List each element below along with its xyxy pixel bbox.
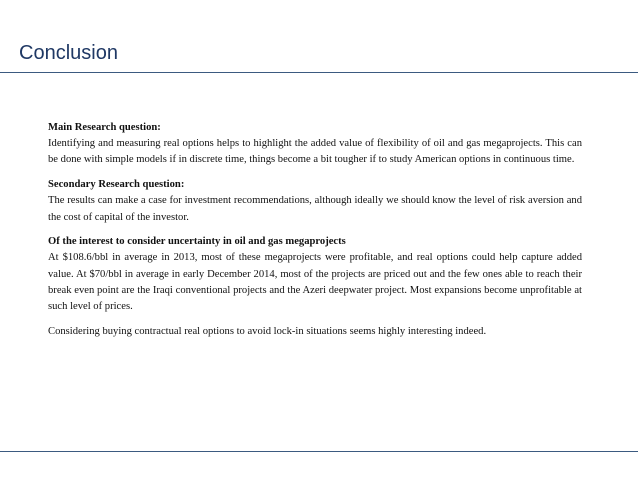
section-heading: Of the interest to consider uncertainty in oil and gas megaprojects: [48, 236, 346, 248]
closing-note: Considering buying contractual real options to avoid lock-in situations seems highly interesting indeed.: [48, 325, 487, 337]
section-body: Identifying and measuring real options helps to highlight the added value of flexibility of oil and gas megaprojects. This can be done with simple models if in discrete time, things become a bit tougher if to study American options in continuous time.: [48, 138, 582, 166]
section-heading: Secondary Research question:: [48, 179, 185, 191]
section-body: At $108.6/bbl in average in 2013, most of these megaprojects were profitable, and real options could help capture added value. At $70/bbl in average in early December 2014, most of the projects are priced out and the few ones able to reach their break even point are the Iraqi conventional projects and the Azeri deepwater project. Most expansions become unprofitable at such level of prices.: [48, 252, 582, 313]
section-body: The results can make a case for investment recommendations, although ideally we should know the level of risk aversion and the cost of capital of the investor.: [48, 195, 582, 223]
secondary-research-question: [48, 177, 582, 226]
main-research-question: [48, 120, 582, 169]
slide-title: Conclusion: [19, 42, 118, 64]
section-heading: Main Research question:: [48, 122, 161, 133]
slide-content: [48, 120, 582, 340]
uncertainty-section: [48, 234, 582, 315]
title-divider: [0, 72, 638, 73]
footer-divider: [0, 451, 638, 452]
